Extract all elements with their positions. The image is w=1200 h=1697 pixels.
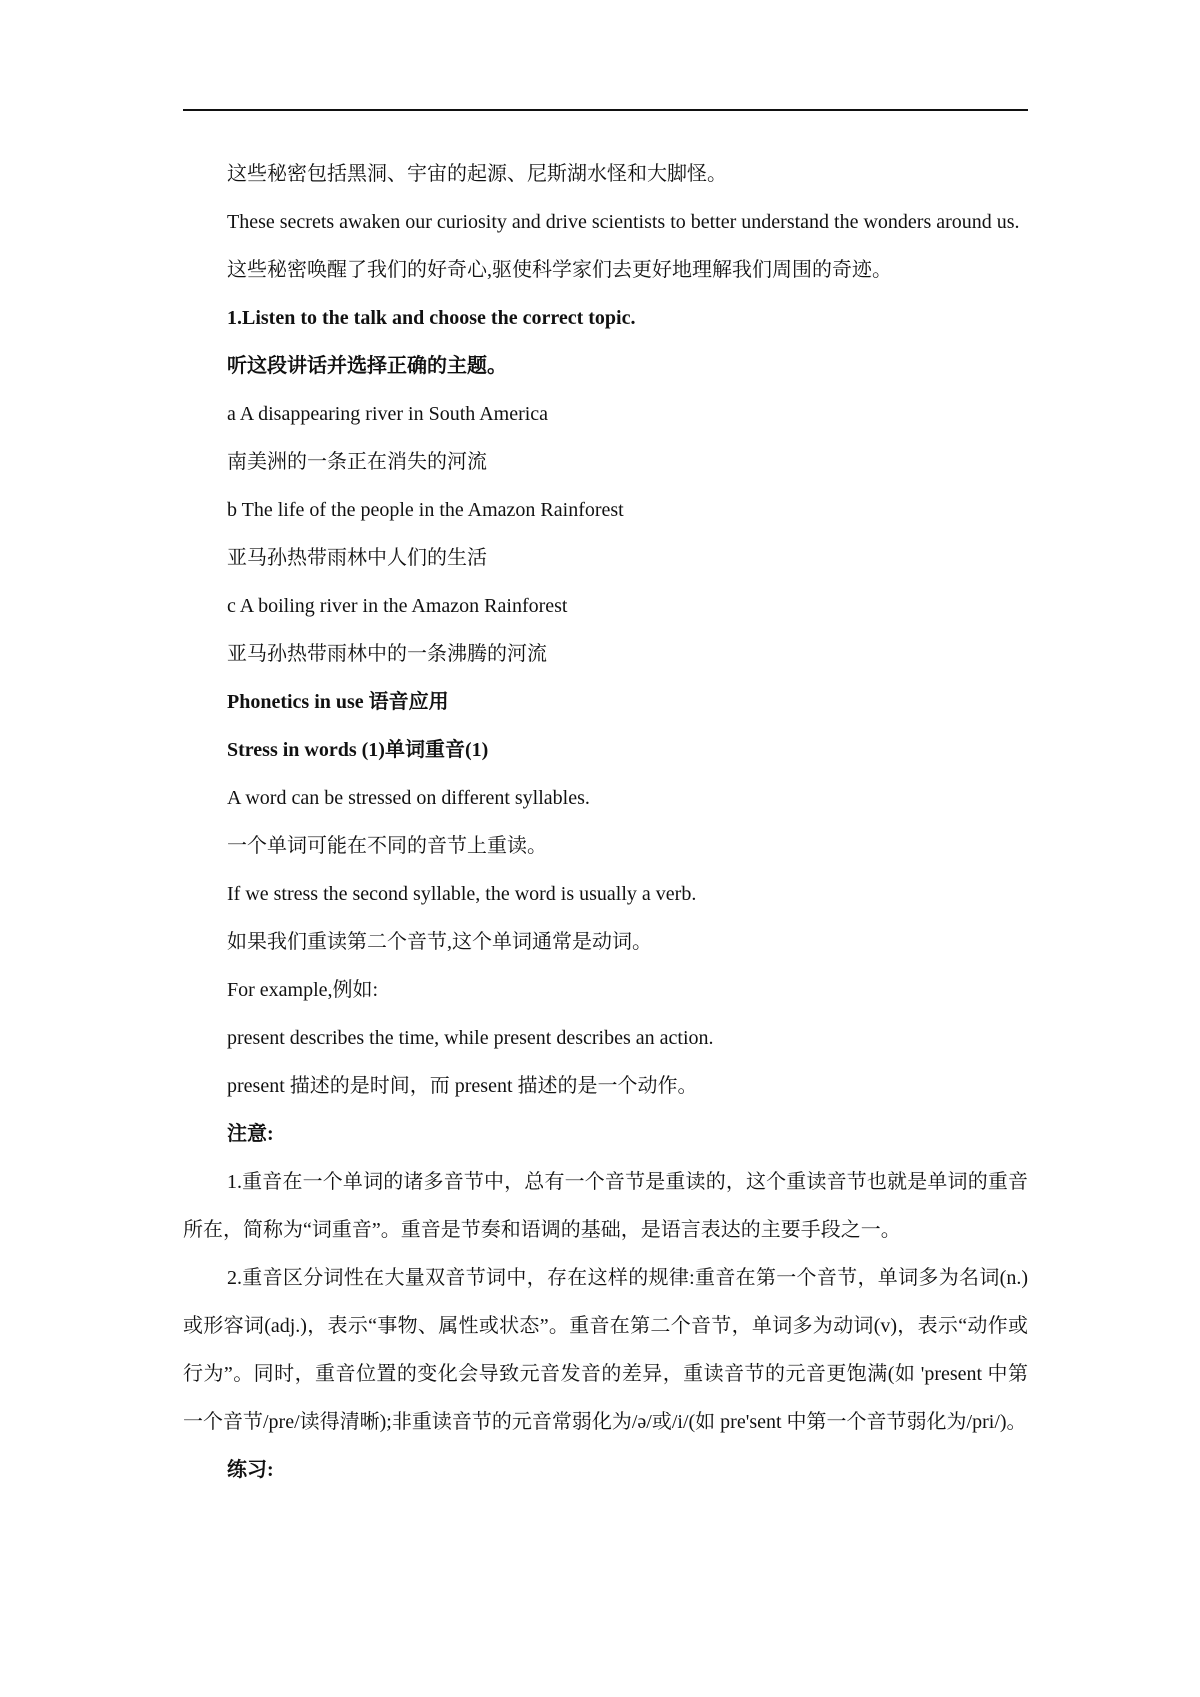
paragraph: 这些秘密唤醒了我们的好奇心,驱使科学家们去更好地理解我们周围的奇迹。: [227, 259, 892, 281]
practice-heading: 练习:: [227, 1459, 274, 1481]
option-a-translation: 南美洲的一条正在消失的河流: [227, 451, 487, 473]
note-paragraph: 1.重音在一个单词的诸多音节中，总有一个音节是重读的，这个重读音节也就是单词的重音所在，简称为“词重音”。重音是节奏和语调的基础，是语言表达的主要手段之一。: [183, 1171, 1028, 1241]
paragraph: 如果我们重读第二个音节,这个单词通常是动词。: [227, 931, 652, 953]
option-a: a A disappearing river in South America: [227, 403, 549, 425]
option-c-translation: 亚马孙热带雨林中的一条沸腾的河流: [227, 643, 547, 665]
paragraph: 这些秘密包括黑洞、宇宙的起源、尼斯湖水怪和大脚怪。: [227, 163, 727, 185]
option-b-translation: 亚马孙热带雨林中人们的生活: [227, 547, 487, 569]
note-paragraph: 2.重音区分词性在大量双音节词中，存在这样的规律:重音在第一个音节，单词多为名词(n.)或形容词(adj.)，表示“事物、属性或状态”。重音在第二个音节，单词多为动词(v)，表示“动作或行为”。同时，重音位置的变化会导致元音发音的差异，重读音节的元音更饱满(如 'present 中第一个音节/pre/读得清晰);非重读音节的元音常弱化为/ə/或/i/(如 pre'sent 中第一个音节弱化为/pri/)。: [183, 1267, 1028, 1433]
document-body: [183, 150, 1028, 1494]
header-rule: [183, 109, 1028, 111]
option-c: c A boiling river in the Amazon Rainforest: [227, 595, 568, 617]
exercise-heading-translation: 听这段讲话并选择正确的主题。: [227, 355, 507, 377]
paragraph: present describes the time, while present describes an action.: [227, 1027, 714, 1049]
section-heading: Phonetics in use 语音应用: [227, 691, 449, 713]
subsection-heading: Stress in words (1)单词重音(1): [227, 739, 489, 761]
paragraph: These secrets awaken our curiosity and drive scientists to better understand the wonders around us.: [227, 211, 1020, 233]
paragraph: A word can be stressed on different syllables.: [227, 787, 590, 809]
exercise-heading: 1.Listen to the talk and choose the correct topic.: [227, 307, 636, 329]
paragraph: 一个单词可能在不同的音节上重读。: [227, 835, 547, 857]
paragraph: If we stress the second syllable, the word is usually a verb.: [227, 883, 697, 905]
paragraph: present 描述的是时间，而 present 描述的是一个动作。: [227, 1075, 698, 1097]
option-b: b The life of the people in the Amazon Rainforest: [227, 499, 624, 521]
note-heading: 注意:: [227, 1123, 274, 1145]
paragraph: For example,例如:: [227, 979, 379, 1001]
